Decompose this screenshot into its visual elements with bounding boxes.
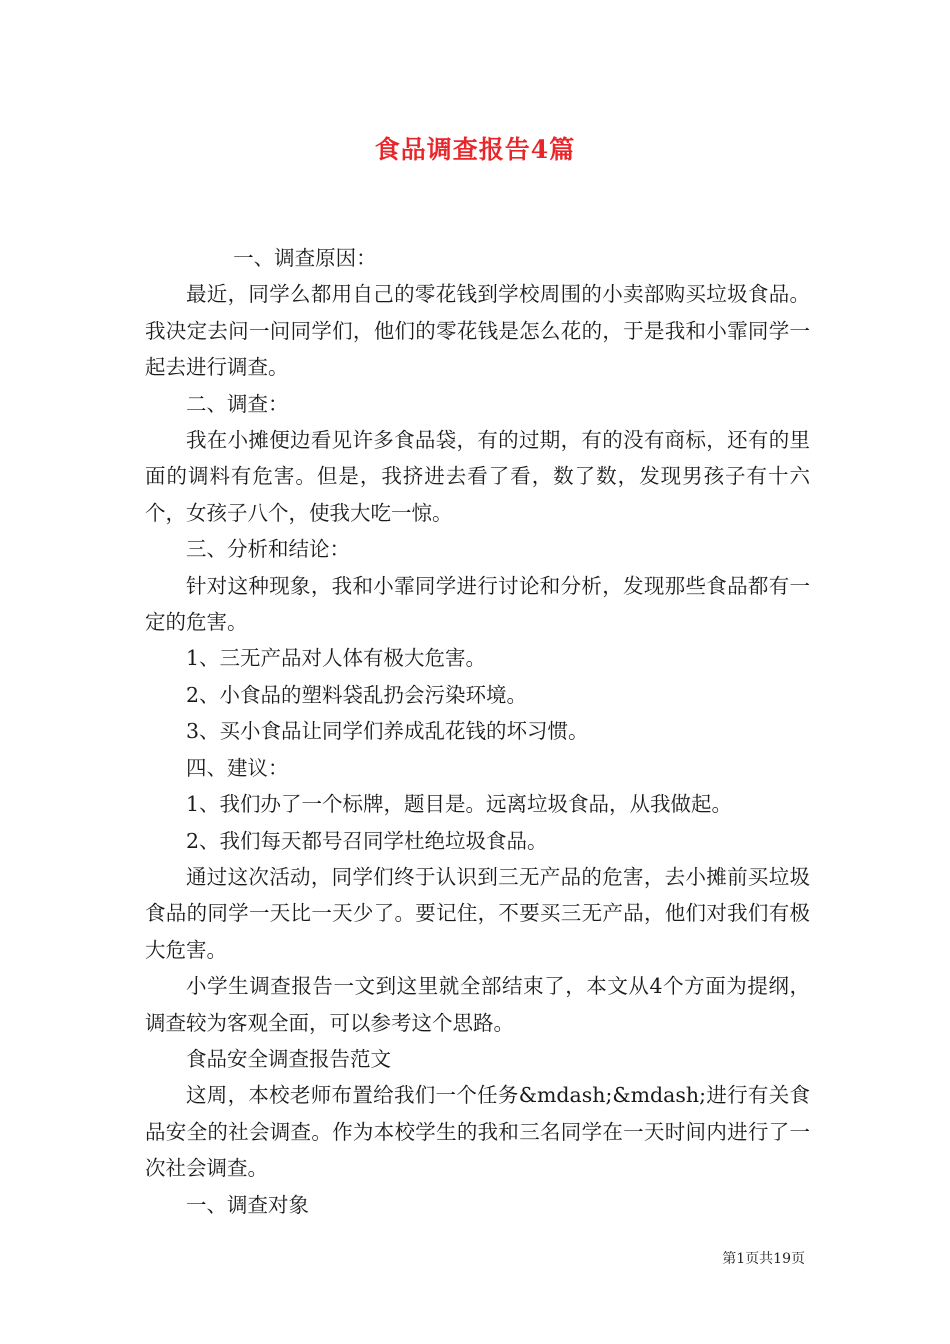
paragraph: 最近，同学么都用自己的零花钱到学校周围的小卖部购买垃圾食品。我决定去问一问同学们，他们的零花钱是怎么花的，于是我和小霏同学一起去进行调查。 xyxy=(145,282,810,380)
paragraph: 通过这次活动，同学们终于认识到三无产品的危害，去小摊前买垃圾食品的同学一天比一天少了。要记住，不要买三无产品，他们对我们有极大危害。 xyxy=(145,864,810,962)
page-title: 食品调查报告4篇 xyxy=(374,135,576,164)
paragraph: 我在小摊便边看见许多食品袋，有的过期，有的没有商标，还有的里面的调料有危害。但是，我挤进去看了看，数了数，发现男孩子有十六个，女孩子八个，使我大吃一惊。 xyxy=(145,428,810,525)
list-item: 2、我们每天都号召同学杜绝垃圾食品。 xyxy=(186,828,548,853)
paragraph: 针对这种现象，我和小霏同学进行讨论和分析，发现那些食品都有一定的危害。 xyxy=(145,573,810,635)
section-heading: 三、分析和结论： xyxy=(186,537,350,562)
list-item: 1、我们办了一个标牌，题目是。远离垃圾食品，从我做起。 xyxy=(186,792,733,817)
list-item: 1、三无产品对人体有极大危害。 xyxy=(186,646,487,671)
list-item: 3、买小食品让同学们养成乱花钱的坏习惯。 xyxy=(186,719,589,744)
section-heading: 一、调查对象 xyxy=(186,1192,309,1217)
subtitle: 食品安全调查报告范文 xyxy=(186,1046,391,1071)
section-heading: 一、调查原因： xyxy=(233,246,377,270)
paragraph: 这周，本校老师布置给我们一个任务&mdash;&mdash;进行有关食品安全的社会调查。作为本校学生的我和三名同学在一天时间内进行了一次社会调查。 xyxy=(145,1083,810,1181)
section-heading: 二、调查： xyxy=(186,391,289,416)
paragraph: 小学生调查报告一文到这里就全部结束了，本文从4个方面为提纲，调查较为客观全面，可以参考这个思路。 xyxy=(145,974,810,1035)
document-body xyxy=(145,240,810,1223)
list-item: 2、小食品的塑料袋乱扔会污染环境。 xyxy=(186,682,528,707)
page-number: 第1页共19页 xyxy=(722,1251,805,1267)
section-heading: 四、建议： xyxy=(186,755,289,780)
